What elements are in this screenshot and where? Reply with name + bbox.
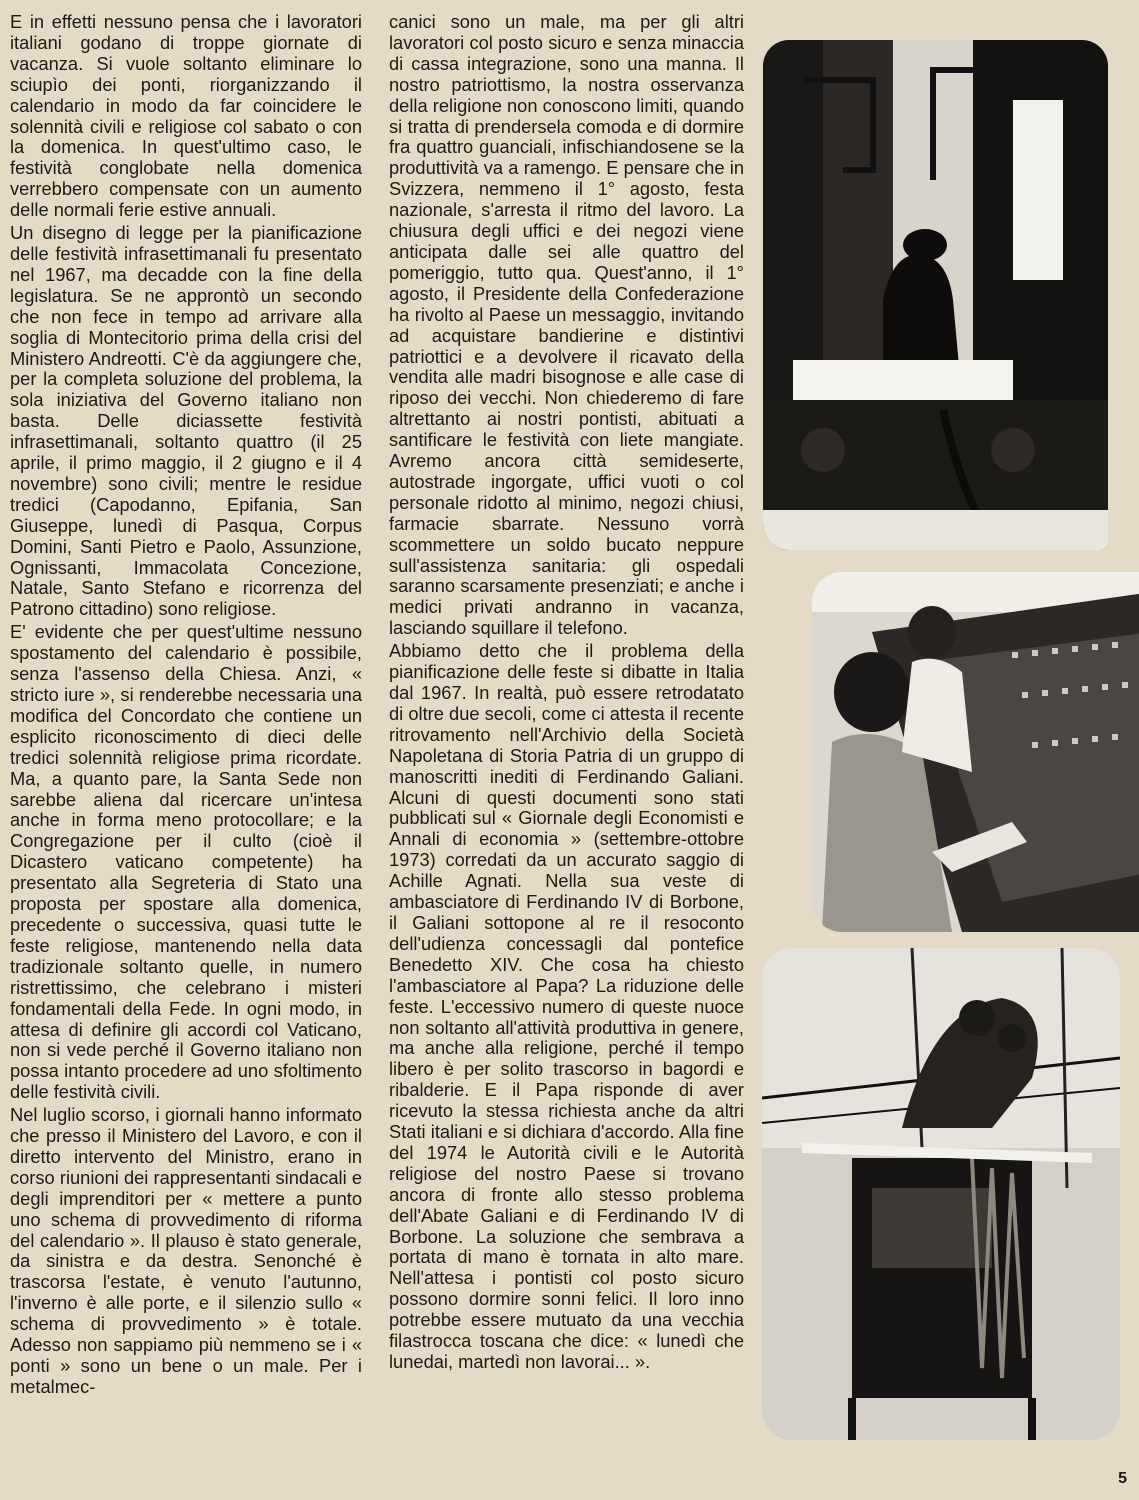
paragraph: Un disegno di legge per la pianificazione delle festività infrasettimanali fu presentato nel 1967, ma decadde con la fine della legislatura. Se ne approntò un secondo che non fece in tempo ad arrivare alla soglia di Montecitorio prima della crisi del Ministero Andreotti. C'è da aggiungere che, per la completa soluzione del problema, la sola iniziativa del Governo italiano non basta. Delle diciassette festività infrasettimanali, soltanto quattro (il 25 aprile, il primo maggio, il 2 giugno e il 4 novembre) sono civili; mentre le residue tredici (Capodanno, Epifania, San Giuseppe, lunedì di Pasqua, Corpus Domini, Santi Pietro e Paolo, Assunzione, Ognissanti, Immacolata Concezione, Natale, Santo Stefano e ricorrenza del Patrono cittadino) sono religiose. bbox=[10, 222, 362, 620]
paragraph: E in effetti nessuno pensa che i lavoratori italiani godano di troppe giornate di vacanza. Si vuole soltanto eliminare lo sciupìo dei ponti, riorganizzando il calendario in modo da far coincidere le solennità civili e religiose col sabato o con la domenica. In quest'ultimo caso, le festività conglobate nella domenica verrebbero compensate con un aumento delle normali ferie estive annuali. bbox=[10, 11, 362, 221]
page-number: 5 bbox=[1118, 1470, 1127, 1487]
article-column-2 bbox=[389, 12, 744, 1375]
photo-switchboard-operators bbox=[812, 572, 1139, 932]
paragraph: E' evidente che per quest'ultime nessuno spostamento del calendario è possibile, senza l'assenso della Chiesa. Anzi, « stricto iure », si renderebbe necessaria una modifica del Concordato che contiene un esplicito riconoscimento di dieci delle tredici solennità religiose prima ricordate. Ma, a quanto pare, la Santa Sede non sarebbe aliena dal ricercare un'intesa anche in forma meno protocollare; e la Congregazione per il culto (cioè il Dicastero vaticano competente) ha presentato alla Segreteria di Stato una proposta per spostare alla domenica, precedente o successiva, quasi tutte le feste religiose, mantenendo nella data tradizionale soltanto quelle, in numero ristrettissimo, che celebrano i misteri fondamentali della Fede. In ogni modo, in attesa di definire gli accordi col Vaticano, non si vede perché il Governo italiano non possa intanto procedere ad uno sfoltimento delle festività civili. bbox=[10, 621, 362, 1103]
photo-lineman-on-pylon bbox=[762, 948, 1120, 1440]
railway-worker-image bbox=[763, 40, 1108, 550]
article-column-1 bbox=[10, 12, 362, 1400]
photo-railway-worker bbox=[763, 40, 1108, 550]
switchboard-image bbox=[812, 572, 1139, 932]
lineman-image bbox=[762, 948, 1120, 1440]
paragraph: Abbiamo detto che il problema della pianificazione delle feste si dibatte in Italia dal 1967. In realtà, può essere retrodatato di oltre due secoli, come ci attesta il recente ritrovamento nell'Archivio della Società Napoletana di Storia Patria di un gruppo di manoscritti inediti di Ferdinando Galiani. Alcuni di questi documenti sono stati pubblicati sul « Giornale degli Economisti e Annali di economia » (settembre-ottobre 1973) corredati da un accurato saggio di Achille Agnati. Nella sua veste di ambasciatore di Ferdinando IV di Borbone, il Galiani sottopone al re il resoconto dell'udienza concessagli dal pontefice Benedetto XIV. Che cosa ha chiesto l'ambasciatore al Papa? La riduzione delle feste. L'eccessivo numero di queste nuoce non soltanto all'attività produttiva in genere, ma anche alla religione, perché il tempo libero è per solito trascorso in bagordi e ribalderie. E il Papa risponde di aver ricevuto la stessa richiesta anche da altri Stati italiani e si dichiara d'accordo. Alla fine del 1974 le Autorità civili e le Autorità religiose del nostro Paese si trovano ancora di fronte allo stesso problema dell'Abate Galiani e di Ferdinando IV di Borbone. La soluzione che sembrava a portata di mano è tornata in alto mare. Nell'attesa i pontisti col posto sicuro possono dormire sonni felici. Il loro inno potrebbe essere mutuato da una vecchia filastrocca toscana che dice: « lunedì che lunedai, martedì non lavorai... ». bbox=[389, 640, 744, 1372]
paragraph: Nel luglio scorso, i giornali hanno informato che presso il Ministero del Lavoro, e con il diretto intervento del Ministro, erano in corso riunioni dei rappresentanti sindacali e degli imprenditori per « mettere a punto uno schema di provvedimento di riforma del calendario ». Il plauso è stato generale, da sinistra e da destra. Senonché è trascorsa l'estate, è venuto l'autunno, l'inverno è alle porte, e il silenzio sullo « schema di provvedimento » è totale. Adesso non sappiamo più nemmeno se i « ponti » sono un bene o un male. Per i metalmec- bbox=[10, 1104, 362, 1397]
paragraph: canici sono un male, ma per gli altri lavoratori col posto sicuro e senza minaccia di cassa integrazione, sono una manna. Il nostro patriottismo, la nostra osservanza della religione non conoscono limiti, quando si tratta di prendersela comoda e di dormire fra quattro guanciali, infischiandosene se la produttività va a ramengo. E pensare che in Svizzera, nemmeno il 1° agosto, festa nazionale, s'arresta il ritmo del lavoro. La chiusura degli uffici e dei negozi viene anticipata dalle sei alle quattro del pomeriggio, tutto qua. Quest'anno, il 1° agosto, il Presidente della Confederazione ha rivolto al Paese un messaggio, invitando ad acquistare bandierine e distintivi patriottici e a devolvere il ricavato della vendita alle madri bisognose e alle case di riposo dei vecchi. Non chiederemo di fare altrettanto ai nostri pontisti, abituati a santificare le festività con liete mangiate. Avremo ancora città semideserte, autostrade ingorgate, uffici vuoti o col personale ridotto al minimo, negozi chiusi, farmacie sbarrate. Nessuno vorrà scommettere un soldo bucato neppure sull'assistenza sanitaria: gli ospedali saranno scarsamente presenziati; e anche i medici privati andranno in vacanza, lasciando squillare il telefono. bbox=[389, 11, 744, 639]
